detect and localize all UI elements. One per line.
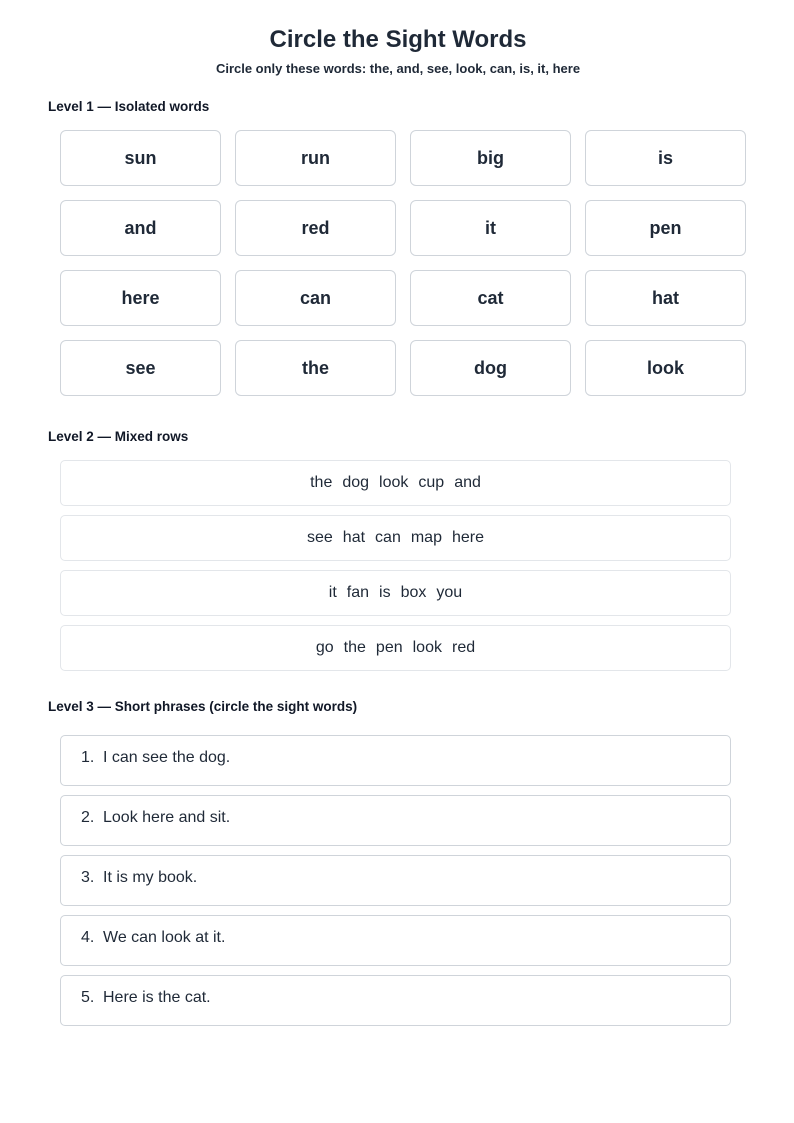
phrase-item bbox=[60, 975, 731, 1026]
row-word[interactable]: you bbox=[436, 584, 463, 601]
row-word[interactable]: go bbox=[315, 639, 334, 656]
phrase-number: 4. bbox=[81, 929, 95, 946]
phrase-number: 5. bbox=[81, 989, 95, 1006]
word-card[interactable]: red bbox=[235, 200, 396, 256]
phrase-item bbox=[60, 915, 731, 966]
phrase-text[interactable]: Here is the cat. bbox=[103, 989, 211, 1006]
word-card[interactable]: big bbox=[410, 130, 571, 186]
mixed-row bbox=[60, 515, 731, 561]
mixed-row bbox=[60, 460, 731, 506]
mixed-rows-list bbox=[60, 460, 731, 680]
phrase-text[interactable]: Look here and sit. bbox=[103, 809, 231, 826]
phrase-item bbox=[60, 855, 731, 906]
phrase-list bbox=[60, 735, 731, 1035]
row-word[interactable]: is bbox=[379, 584, 391, 601]
row-word[interactable]: look bbox=[412, 639, 442, 656]
page-title: Circle the Sight Words bbox=[269, 26, 527, 53]
level-1-heading: Level 1 — Isolated words bbox=[48, 99, 210, 114]
word-card[interactable]: is bbox=[585, 130, 746, 186]
row-word[interactable]: dog bbox=[342, 474, 370, 491]
row-word[interactable]: map bbox=[410, 529, 442, 546]
row-word[interactable]: hat bbox=[342, 529, 366, 546]
row-word[interactable]: fan bbox=[346, 584, 370, 601]
phrase-text[interactable]: We can look at it. bbox=[103, 929, 226, 946]
word-card[interactable]: and bbox=[60, 200, 221, 256]
word-card[interactable]: see bbox=[60, 340, 221, 396]
row-word[interactable]: the bbox=[343, 639, 366, 656]
instructions: Circle only these words: the, and, see, look, can, is, it, here bbox=[215, 61, 581, 76]
row-word[interactable]: red bbox=[451, 639, 476, 656]
row-word[interactable]: look bbox=[379, 474, 409, 491]
row-word[interactable]: box bbox=[400, 584, 427, 601]
mixed-row bbox=[60, 625, 731, 671]
word-card[interactable]: dog bbox=[410, 340, 571, 396]
phrase-number: 1. bbox=[81, 749, 95, 766]
row-word[interactable]: can bbox=[375, 529, 401, 546]
word-card[interactable]: sun bbox=[60, 130, 221, 186]
phrase-number: 3. bbox=[81, 869, 95, 886]
word-card[interactable]: look bbox=[585, 340, 746, 396]
row-word[interactable]: cup bbox=[418, 474, 445, 491]
level-2-heading: Level 2 — Mixed rows bbox=[48, 429, 189, 444]
phrase-number: 2. bbox=[81, 809, 95, 826]
level-3-heading: Level 3 — Short phrases (circle the sight words) bbox=[48, 699, 358, 714]
phrase-text[interactable]: I can see the dog. bbox=[103, 749, 231, 766]
row-word[interactable]: and bbox=[454, 474, 481, 491]
word-card[interactable]: run bbox=[235, 130, 396, 186]
word-card[interactable]: pen bbox=[585, 200, 746, 256]
row-word[interactable]: here bbox=[451, 529, 484, 546]
word-card[interactable]: can bbox=[235, 270, 396, 326]
phrase-text[interactable]: It is my book. bbox=[103, 869, 198, 886]
word-card[interactable]: hat bbox=[585, 270, 746, 326]
row-word[interactable]: see bbox=[307, 529, 333, 546]
row-word[interactable]: pen bbox=[375, 639, 403, 656]
phrase-item bbox=[60, 795, 731, 846]
word-card[interactable]: it bbox=[410, 200, 571, 256]
row-word[interactable]: the bbox=[310, 474, 333, 491]
row-word[interactable]: it bbox=[328, 584, 337, 601]
word-card[interactable]: the bbox=[235, 340, 396, 396]
word-card[interactable]: here bbox=[60, 270, 221, 326]
word-card[interactable]: cat bbox=[410, 270, 571, 326]
phrase-item bbox=[60, 735, 731, 786]
mixed-row bbox=[60, 570, 731, 616]
isolated-word-grid bbox=[60, 130, 746, 396]
